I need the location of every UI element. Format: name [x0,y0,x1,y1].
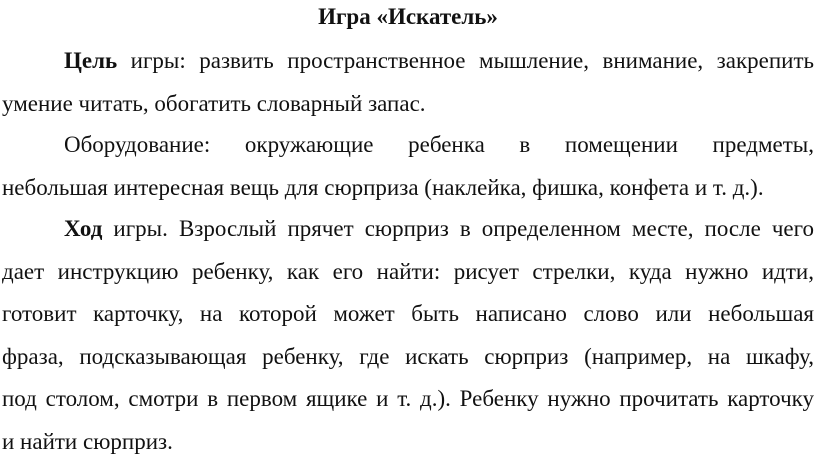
procedure-line-6: и найти сюрприз. [2,428,173,454]
procedure-line-2: дает инструкцию ребенку, как его найти: рисует стрелки, куда нужно идти, [2,258,814,284]
procedure-label: Ход [64,216,103,241]
procedure-text-1: игры. Взрослый прячет сюрприз в определенном месте, после чего [102,216,814,241]
goal-line-1 [2,40,814,83]
procedure-line-3: готовит карточку, на которой может быть написано слово или небольшая [2,301,814,326]
document-title: Игра «Искатель» [318,4,498,29]
procedure-line-4: фраза, подсказывающая ребенку, где искать сюрприз (например, на шкафу, [2,343,814,369]
equipment-line-2: небольшая интересная вещь для сюрприза (наклейка, фишка, конфета и т. д.). [2,174,764,200]
procedure-line-1 [2,208,814,251]
goal-paragraph [2,40,814,125]
procedure-line-5: под столом, смотри в первом ящике и т. д.). Ребенку нужно прочитать карточку [2,386,814,411]
goal-text-1: игры: развить пространственное мышление, внимание, закрепить [117,48,814,73]
equipment-paragraph [2,124,814,209]
equipment-line-1: Оборудование: окружающие ребенка в помещении предметы, [64,132,814,157]
goal-label: Цель [64,48,118,73]
goal-line-2: умение читать, обогатить словарный запас. [2,90,426,116]
procedure-paragraph [2,208,814,463]
